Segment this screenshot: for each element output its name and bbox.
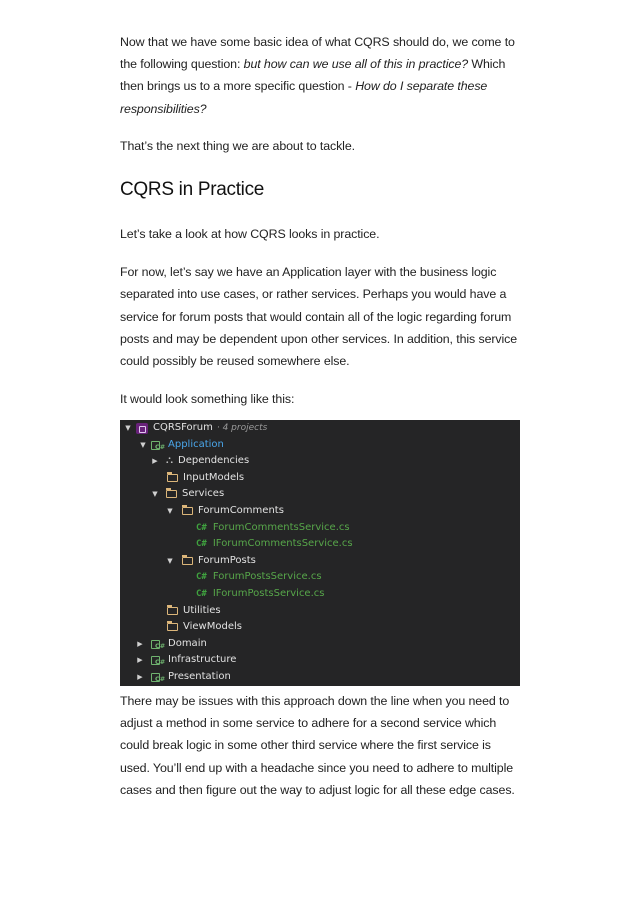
look-like-paragraph: It would look something like this: <box>120 392 295 407</box>
folder-icon <box>182 507 193 515</box>
tackle-paragraph: That’s the next thing we are about to tackle. <box>120 138 355 153</box>
issues-paragraph: There may be issues with this approach down the line when you need to adjust a method in some service to adhere for a second service which could break logic in some other third service where the first service is used. You’ll end up with a headache since you need to adhere to multiple cases and then figure out the way to adjust logic for all these edge cases. <box>120 694 515 797</box>
intro-paragraph <box>120 31 520 120</box>
tree-row-forumcomments <box>165 503 284 519</box>
tree-row-forumcommentsservice <box>196 520 350 536</box>
content-column-bottom <box>120 690 520 801</box>
application-layer-paragraph: For now, let’s say we have an Application layer with the business logic separated into use cases, or rather services. Perhaps you would have a service for forum posts that would contain all of the logic regarding forum posts and may be dependent upon other services. In addition, this service could possibly be reused somewhere else. <box>120 265 518 369</box>
iforumpostsservice-file: IForumPostsService.cs <box>212 588 325 599</box>
intro-italic-specific-question: How do I separate these responsibilities? <box>120 79 488 116</box>
tree-row-services <box>150 486 224 502</box>
iforumcommentsservice-file: IForumCommentsService.cs <box>212 538 353 549</box>
csharp-file-icon: C# <box>196 539 207 549</box>
csharp-project-icon: C# <box>151 655 163 666</box>
collapsed-arrow-icon: ▶ <box>137 673 143 681</box>
solution-explorer-screenshot <box>120 420 520 686</box>
tree-row-forumpostsservice <box>196 569 322 585</box>
dependencies-icon: ⛬ <box>166 455 173 466</box>
content-column <box>120 31 520 410</box>
dependencies-node: Dependencies <box>178 455 250 466</box>
intro-text-2: Which then brings us to a more specific question - <box>120 57 506 94</box>
tree-row-infrastructure <box>135 652 236 668</box>
tree-row-utilities <box>167 603 221 619</box>
collapsed-arrow-icon: ▶ <box>152 457 158 465</box>
tree-row-iforumcommentsservice <box>196 536 353 552</box>
section-heading: CQRS in Practice <box>120 179 265 201</box>
csharp-project-icon: C# <box>151 639 163 650</box>
forumcomments-folder: ForumComments <box>198 505 284 516</box>
services-folder: Services <box>182 488 225 499</box>
collapsed-arrow-icon: ▶ <box>137 656 143 664</box>
collapsed-arrow-icon: ▶ <box>137 640 143 648</box>
forumposts-folder: ForumPosts <box>198 555 256 566</box>
inputmodels-folder: InputModels <box>183 472 245 483</box>
expanded-arrow-icon: ▼ <box>167 557 173 565</box>
solution-project-count: · 4 projects <box>216 423 268 433</box>
expanded-arrow-icon: ▼ <box>167 507 173 515</box>
tree-row-viewmodels <box>167 619 242 635</box>
forumpostsservice-file: ForumPostsService.cs <box>212 571 322 582</box>
presentation-project: Presentation <box>168 671 231 682</box>
look-paragraph: Let’s take a look at how CQRS looks in practice. <box>120 227 380 242</box>
csharp-project-icon: C# <box>151 672 163 683</box>
tree-row-inputmodels <box>167 470 244 486</box>
tree-row-iforumpostsservice <box>196 586 324 602</box>
csharp-file-icon: C# <box>196 589 207 599</box>
intro-text-1: Now that we have some basic idea of what CQRS should do, we come to the following question: <box>120 35 515 72</box>
tree-row-presentation <box>135 669 231 685</box>
solution-name: CQRSForum <box>153 422 213 433</box>
tree-row-domain <box>135 636 207 652</box>
intro-italic-question: but how can we use all of this in practice? <box>243 57 469 72</box>
infrastructure-project: Infrastructure <box>168 654 237 665</box>
csharp-file-icon: C# <box>196 523 207 533</box>
forumcommentsservice-file: ForumCommentsService.cs <box>212 522 350 533</box>
csharp-file-icon: C# <box>196 572 207 582</box>
tree-row-solution <box>123 420 267 436</box>
solution-icon <box>136 423 148 434</box>
folder-icon <box>182 557 193 565</box>
tree-row-forumposts <box>165 553 256 569</box>
folder-icon <box>166 490 177 498</box>
csharp-project-icon: C# <box>151 440 163 451</box>
folder-icon <box>167 623 178 631</box>
expanded-arrow-icon: ▼ <box>140 441 146 449</box>
tree-row-dependencies <box>150 453 249 469</box>
folder-icon <box>167 607 178 615</box>
expanded-arrow-icon: ▼ <box>152 490 158 498</box>
folder-icon <box>167 474 178 482</box>
tree-row-application <box>138 437 224 453</box>
expanded-arrow-icon: ▼ <box>125 424 131 432</box>
utilities-folder: Utilities <box>183 605 221 616</box>
application-project: Application <box>168 439 224 450</box>
viewmodels-folder: ViewModels <box>183 621 242 632</box>
domain-project: Domain <box>168 638 207 649</box>
